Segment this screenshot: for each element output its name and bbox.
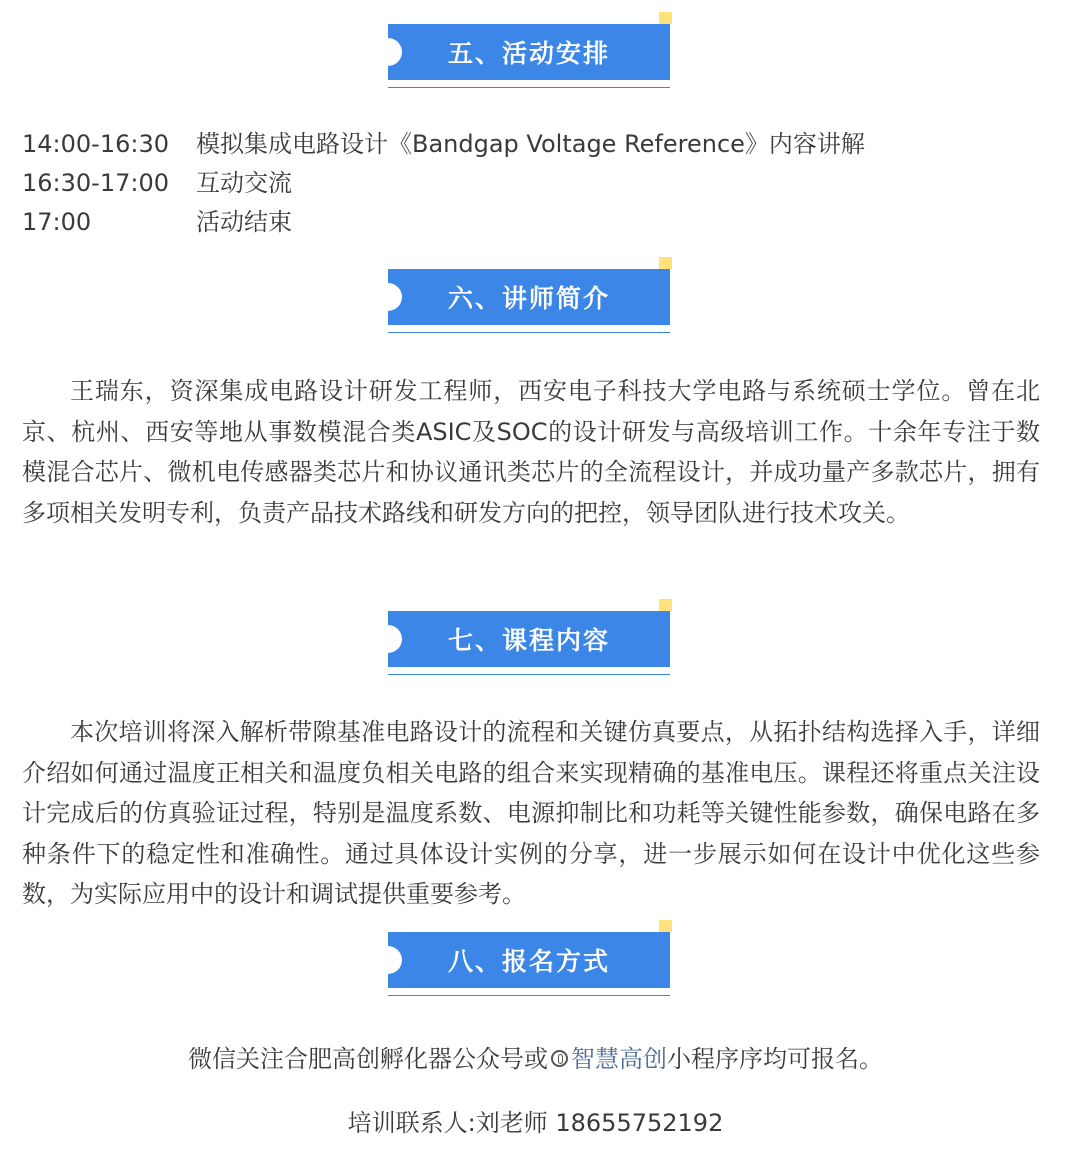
schedule-row <box>22 203 865 242</box>
section-heading-lecturer <box>388 269 670 335</box>
schedule-list <box>22 125 865 242</box>
signup-instructions <box>0 1039 1071 1074</box>
schedule-item: 互动交流 <box>196 169 292 197</box>
schedule-item: 模拟集成电路设计《Bandgap Voltage Reference》内容讲解 <box>196 130 865 158</box>
signup-prefix: 微信关注合肥高创孵化器公众号或 <box>188 1045 548 1073</box>
section-title: 五、活动安排 <box>388 24 670 80</box>
lecturer-bio: 王瑞东，资深集成电路设计研发工程师，西安电子科技大学电路与系统硕士学位。曾在北京、杭州、西安等地从事数模混合类ASIC及SOC的设计研发与高级培训工作。十余年专注于数模混合芯片、微机电传感器类芯片和协议通讯类芯片的全流程设计，并成功量产多款芯片，拥有多项相关发明专利，负责产品技术路线和研发方向的把控，领导团队进行技术攻关。 <box>22 377 1040 527</box>
schedule-row <box>22 125 865 164</box>
schedule-row <box>22 164 865 203</box>
mini-program-icon[interactable] <box>551 1050 568 1067</box>
contact-info: 培训联系人:刘老师 18655752192 <box>347 1109 724 1137</box>
section-heading-course <box>388 611 670 677</box>
section-heading-signup <box>388 932 670 998</box>
course-description: 本次培训将深入解析带隙基准电路设计的流程和关键仿真要点，从拓扑结构选择入手，详细介绍如何通过温度正相关和温度负相关电路的组合来实现精确的基准电压。课程还将重点关注设计完成后的仿真验证过程，特别是温度系数、电源抑制比和功耗等关键性能参数，确保电路在多种条件下的稳定性和准确性。通过具体设计实例的分享，进一步展示如何在设计中优化这些参数，为实际应用中的设计和调试提供重要参考。 <box>22 718 1040 908</box>
schedule-item: 活动结束 <box>196 208 292 236</box>
schedule-time: 14:00-16:30 <box>22 130 169 158</box>
mini-program-link[interactable]: 智慧高创 <box>571 1045 667 1073</box>
schedule-time: 17:00 <box>22 208 92 236</box>
section-title: 八、报名方式 <box>388 932 670 988</box>
signup-suffix: 小程序序均可报名。 <box>667 1045 883 1073</box>
section-title: 七、课程内容 <box>388 611 670 667</box>
schedule-time: 16:30-17:00 <box>22 169 169 197</box>
section-heading-schedule <box>388 24 670 90</box>
section-title: 六、讲师简介 <box>388 269 670 325</box>
